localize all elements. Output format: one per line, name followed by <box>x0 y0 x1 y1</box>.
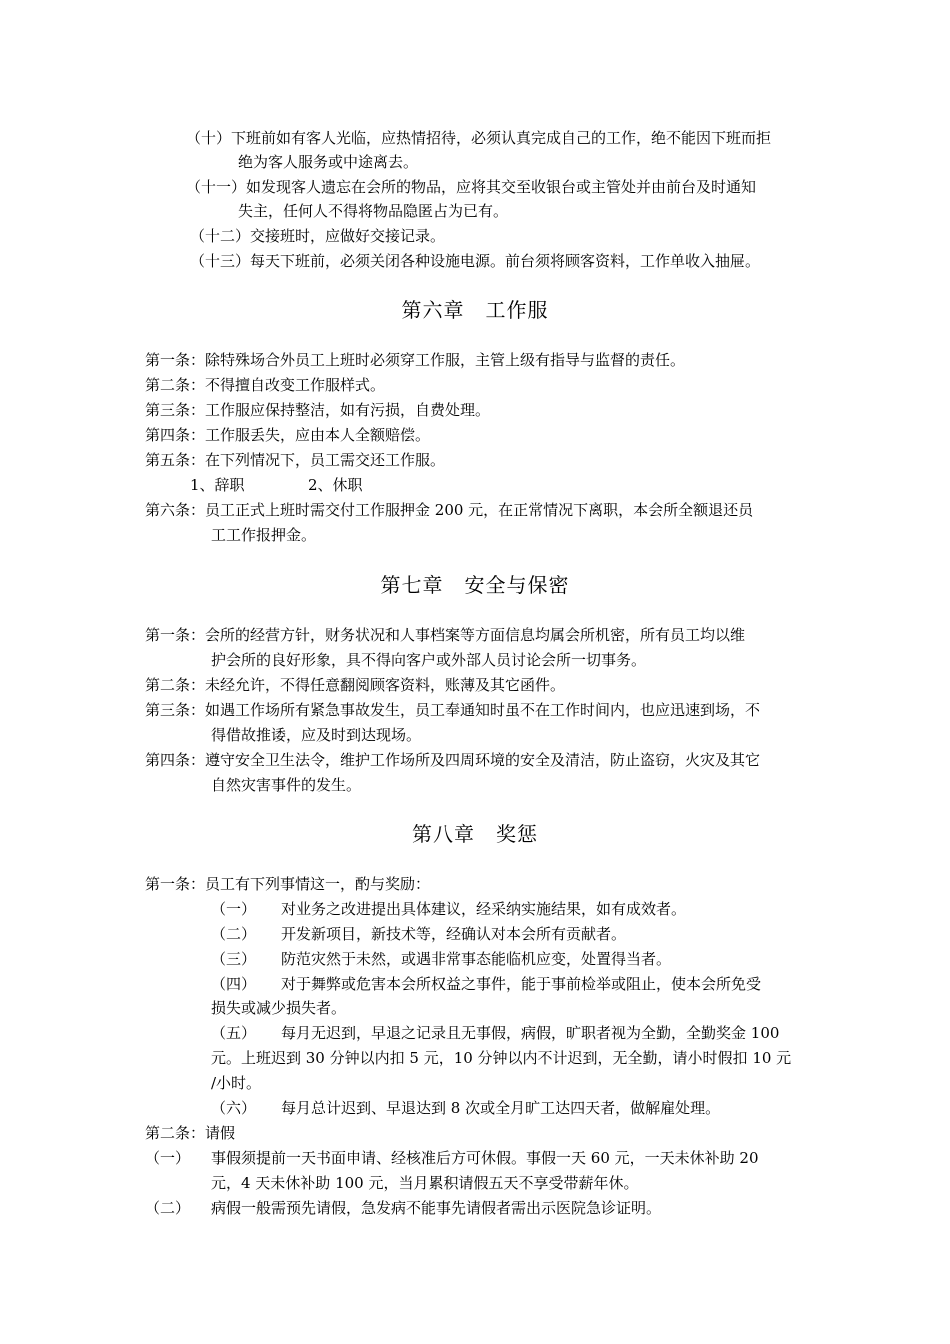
ch7-article-3-line2: 得借故推诿，应及时到达现场。 <box>211 726 422 744</box>
item-10-line1: （十）下班前如有客人光临，应热情招待，必须认真完成自己的工作，绝不能因下班而拒 <box>186 129 772 147</box>
reward-4-number: （四） <box>211 975 257 993</box>
leave-1-number: （一） <box>145 1149 191 1167</box>
reward-3-text: 防范灾然于未然，或遇非常事态能临机应变，处置得当者。 <box>281 950 672 968</box>
reward-3-number: （三） <box>211 950 257 968</box>
ch8-article-1: 第一条：员工有下列事情这一，酌与奖励： <box>145 875 431 893</box>
ch7-article-4-line1: 第四条：遵守安全卫生法令，维护工作场所及四周环境的安全及清洁，防止盗窃，火灾及其它 <box>145 751 761 769</box>
reward-2-number: （二） <box>211 925 257 943</box>
reward-5-line2: 元。上班迟到 30 分钟以内扣 5 元，10 分钟以内不计迟到，无全勤，请小时假扣 10 元 <box>211 1049 792 1067</box>
reward-1-text: 对业务之改进提出具体建议，经采纳实施结果，如有成效者。 <box>281 900 687 918</box>
leave-2-text: 病假一般需预先请假，急发病不能事先请假者需出示医院急诊证明。 <box>211 1199 662 1217</box>
chapter-8-title: 第八章 奖惩 <box>412 822 538 846</box>
reward-6-text: 每月总计迟到、早退达到 8 次或全月旷工达四天者，做解雇处理。 <box>281 1099 721 1117</box>
ch6-article-4: 第四条：工作服丢失，应由本人全额赔偿。 <box>145 426 431 444</box>
chapter-6-title: 第六章 工作服 <box>401 298 549 322</box>
reward-5-line3: /小时。 <box>211 1074 262 1092</box>
reward-6-number: （六） <box>211 1099 257 1117</box>
item-12: （十二）交接班时，应做好交接记录。 <box>190 227 446 245</box>
reward-1-number: （一） <box>211 900 257 918</box>
ch6-article-5: 第五条：在下列情况下，员工需交还工作服。 <box>145 451 446 469</box>
reward-5-number: （五） <box>211 1024 257 1042</box>
ch6-article-5-option-1: 1、辞职 <box>190 476 245 494</box>
item-10-line2: 绝为客人服务或中途离去。 <box>238 153 419 171</box>
leave-1-line2: 元，4 天未休补助 100 元，当月累积请假五天不享受带薪年休。 <box>211 1174 639 1192</box>
ch7-article-3-line1: 第三条：如遇工作场所有紧急事故发生，员工奉通知时虽不在工作时间内，也应迅速到场，不 <box>145 701 761 719</box>
reward-4-line2: 损失或减少损失者。 <box>211 999 347 1017</box>
ch6-article-1: 第一条：除特殊场合外员工上班时必须穿工作服，主管上级有指导与监督的责任。 <box>145 351 686 369</box>
item-11-line2: 失主，任何人不得将物品隐匿占为已有。 <box>238 202 509 220</box>
ch7-article-1-line2: 护会所的良好形象，具不得向客户或外部人员讨论会所一切事务。 <box>211 651 647 669</box>
chapter-7-title: 第七章 安全与保密 <box>380 573 570 597</box>
leave-2-number: （二） <box>145 1199 191 1217</box>
ch6-article-6-line2: 工工作报押金。 <box>211 526 317 544</box>
reward-4-text: 对于舞弊或危害本会所权益之事件，能于事前检举或阻止，使本会所免受 <box>281 975 762 993</box>
leave-1-text: 事假须提前一天书面申请、经核准后方可休假。事假一天 60 元，一天未休补助 20 <box>211 1149 759 1167</box>
ch7-article-2: 第二条：未经允许，不得任意翻阅顾客资料，账薄及其它函件。 <box>145 676 566 694</box>
ch7-article-1-line1: 第一条：会所的经营方针，财务状况和人事档案等方面信息均属会所机密，所有员工均以维 <box>145 626 746 644</box>
item-11-line1: （十一）如发现客人遗忘在会所的物品，应将其交至收银台或主管处并由前台及时通知 <box>186 178 757 196</box>
ch6-article-3: 第三条：工作服应保持整洁，如有污损，自费处理。 <box>145 401 491 419</box>
item-13: （十三）每天下班前，必须关闭各种设施电源。前台须将顾客资料，工作单收入抽屉。 <box>190 252 761 270</box>
reward-5-text: 每月无迟到，早退之记录且无事假，病假，旷职者视为全勤，全勤奖金 100 <box>281 1024 780 1042</box>
reward-2-text: 开发新项目，新技术等，经确认对本会所有贡献者。 <box>281 925 627 943</box>
ch6-article-2: 第二条：不得擅自改变工作服样式。 <box>145 376 386 394</box>
ch8-article-2: 第二条：请假 <box>145 1124 236 1142</box>
ch6-article-5-option-2: 2、休职 <box>308 476 363 494</box>
ch7-article-4-line2: 自然灾害事件的发生。 <box>211 776 362 794</box>
ch6-article-6-line1: 第六条：员工正式上班时需交付工作服押金 200 元，在正常情况下离职，本会所全额退还员 <box>145 501 754 519</box>
